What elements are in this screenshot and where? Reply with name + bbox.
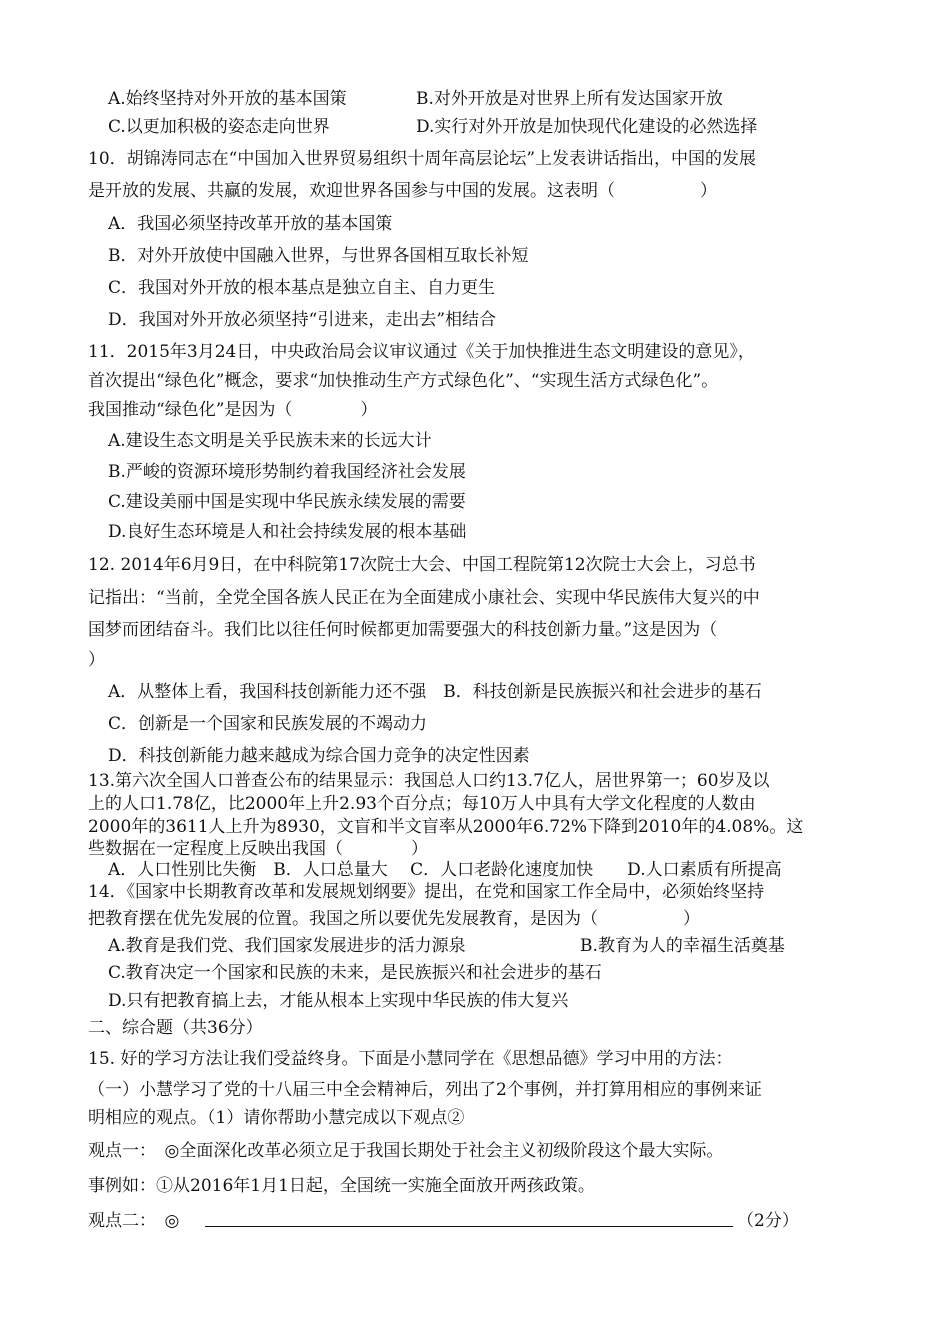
q14-option-b: B.教育为人的幸福生活奠基 [580,936,785,956]
q14-option-c: C.教育决定一个国家和民族的未来，是民族振兴和社会进步的基石 [108,963,602,983]
q10-option-b: B．对外开放使中国融入世界，与世界各国相互取长补短 [108,246,529,266]
q11-option-a: A.建设生态文明是关乎民族未来的长远大计 [108,431,432,451]
q9-option-d: D.实行对外开放是加快现代化建设的必然选择 [416,117,758,137]
q13-stem-line4: 些数据在一定程度上反映出我国（ ） [88,839,428,859]
q9-option-b: B.对外开放是对世界上所有发达国家开放 [416,89,723,109]
q11-stem-line3: 我国推动“绿色化”是因为（ ） [88,400,378,420]
q10-option-a: A．我国必须坚持改革开放的基本国策 [108,214,393,234]
q14-stem-line2: 把教育摆在优先发展的位置。我国之所以要优先发展教育，是因为（ ） [88,909,700,929]
q15-part1-line1: （一）小慧学习了党的十八届三中全会精神后，列出了2个事例，并打算用相应的事例来证 [88,1080,762,1100]
q13-stem-line1: 13.第六次全国人口普查公布的结果显示：我国总人口约13.7亿人，居世界第一；60岁及以 [88,771,770,791]
q13-options: A．人口性别比失衡 B．人口总量大 C．人口老龄化速度加快 D.人口素质有所提高 [108,860,782,880]
q13-stem-line3: 2000年的3611人上升为8930，文盲和半文盲率从2000年6.72%下降到2010年的4.08%。这 [88,817,804,837]
q12-option-a-b: A．从整体上看，我国科技创新能力还不强 B．科技创新是民族振兴和社会进步的基石 [108,682,762,702]
q9-option-a: A.始终坚持对外开放的基本国策 [108,89,347,109]
section-heading: 二、综合题（共36分） [88,1018,263,1038]
q12-stem-line1: 12. 2014年6月9日，在中科院第17次院士大会、中国工程院第12次院士大会上，习总书 [88,555,756,575]
viewpoint-two-score: （2分） [737,1211,799,1231]
q11-option-b: B.严峻的资源环境形势制约着我国经济社会发展 [108,462,466,482]
q9-option-c: C.以更加积极的姿态走向世界 [108,117,330,137]
q11-option-c: C.建设美丽中国是实现中华民族永续发展的需要 [108,492,466,512]
viewpoint-one: 观点一： ◎全面深化改革必须立足于我国长期处于社会主义初级阶段这个最大实际。 [88,1141,724,1161]
q13-stem-line2: 上的人口1.78亿，比2000年上升2.93个百分点；每10万人中具有大学文化程度的人数由 [88,794,756,814]
q12-option-c: C．创新是一个国家和民族发展的不竭动力 [108,714,428,734]
q12-stem-line2: 记指出：“当前，全党全国各族人民正在为全面建成小康社会、实现中华民族伟大复兴的中 [88,588,760,608]
example-one: 事例如：①从2016年1月1日起，全国统一实施全面放开两孩政策。 [88,1176,595,1196]
q10-stem-line2: 是开放的发展、共赢的发展，欢迎世界各国参与中国的发展。这表明（ ） [88,181,717,201]
q10-option-d: D．我国对外开放必须坚持“引进来，走出去”相结合 [108,310,497,330]
q12-stem-line4: ） [88,650,105,670]
q11-stem-line1: 11．2015年3月24日，中央政治局会议审议通过《关于加快推进生态文明建设的意见》， [88,342,755,362]
viewpoint-two-label: 观点二： ◎ [88,1211,180,1231]
q12-option-d: D．科技创新能力越来越成为综合国力竞争的决定性因素 [108,746,530,766]
q12-stem-line3: 国梦而团结奋斗。我们比以往任何时候都更加需要强大的科技创新力量。”这是因为（ [88,620,718,640]
q10-stem-line1: 10．胡锦涛同志在“中国加入世界贸易组织十周年高层论坛”上发表讲话指出，中国的发展 [88,149,757,169]
q11-stem-line2: 首次提出“绿色化”概念，要求“加快推动生产方式绿色化”、“实现生活方式绿色化”。 [88,371,719,391]
q14-stem-line1: 14．《国家中长期教育改革和发展规划纲要》提出，在党和国家工作全局中，必须始终坚持 [88,882,765,902]
q10-option-c: C．我国对外开放的根本基点是独立自主、自力更生 [108,278,496,298]
q15-intro: 15. 好的学习方法让我们受益终身。下面是小慧同学在《思想品德》学习中用的方法： [88,1049,733,1069]
q14-option-a: A.教育是我们党、我们国家发展进步的活力源泉 [108,936,466,956]
q11-option-d: D.良好生态环境是人和社会持续发展的根本基础 [108,522,467,542]
q15-part1-line2: 明相应的观点。（1）请你帮助小慧完成以下观点② [88,1108,465,1128]
q14-option-d: D.只有把教育搞上去，才能从根本上实现中华民族的伟大复兴 [108,991,569,1011]
viewpoint-two-answer-blank[interactable] [205,1226,733,1227]
